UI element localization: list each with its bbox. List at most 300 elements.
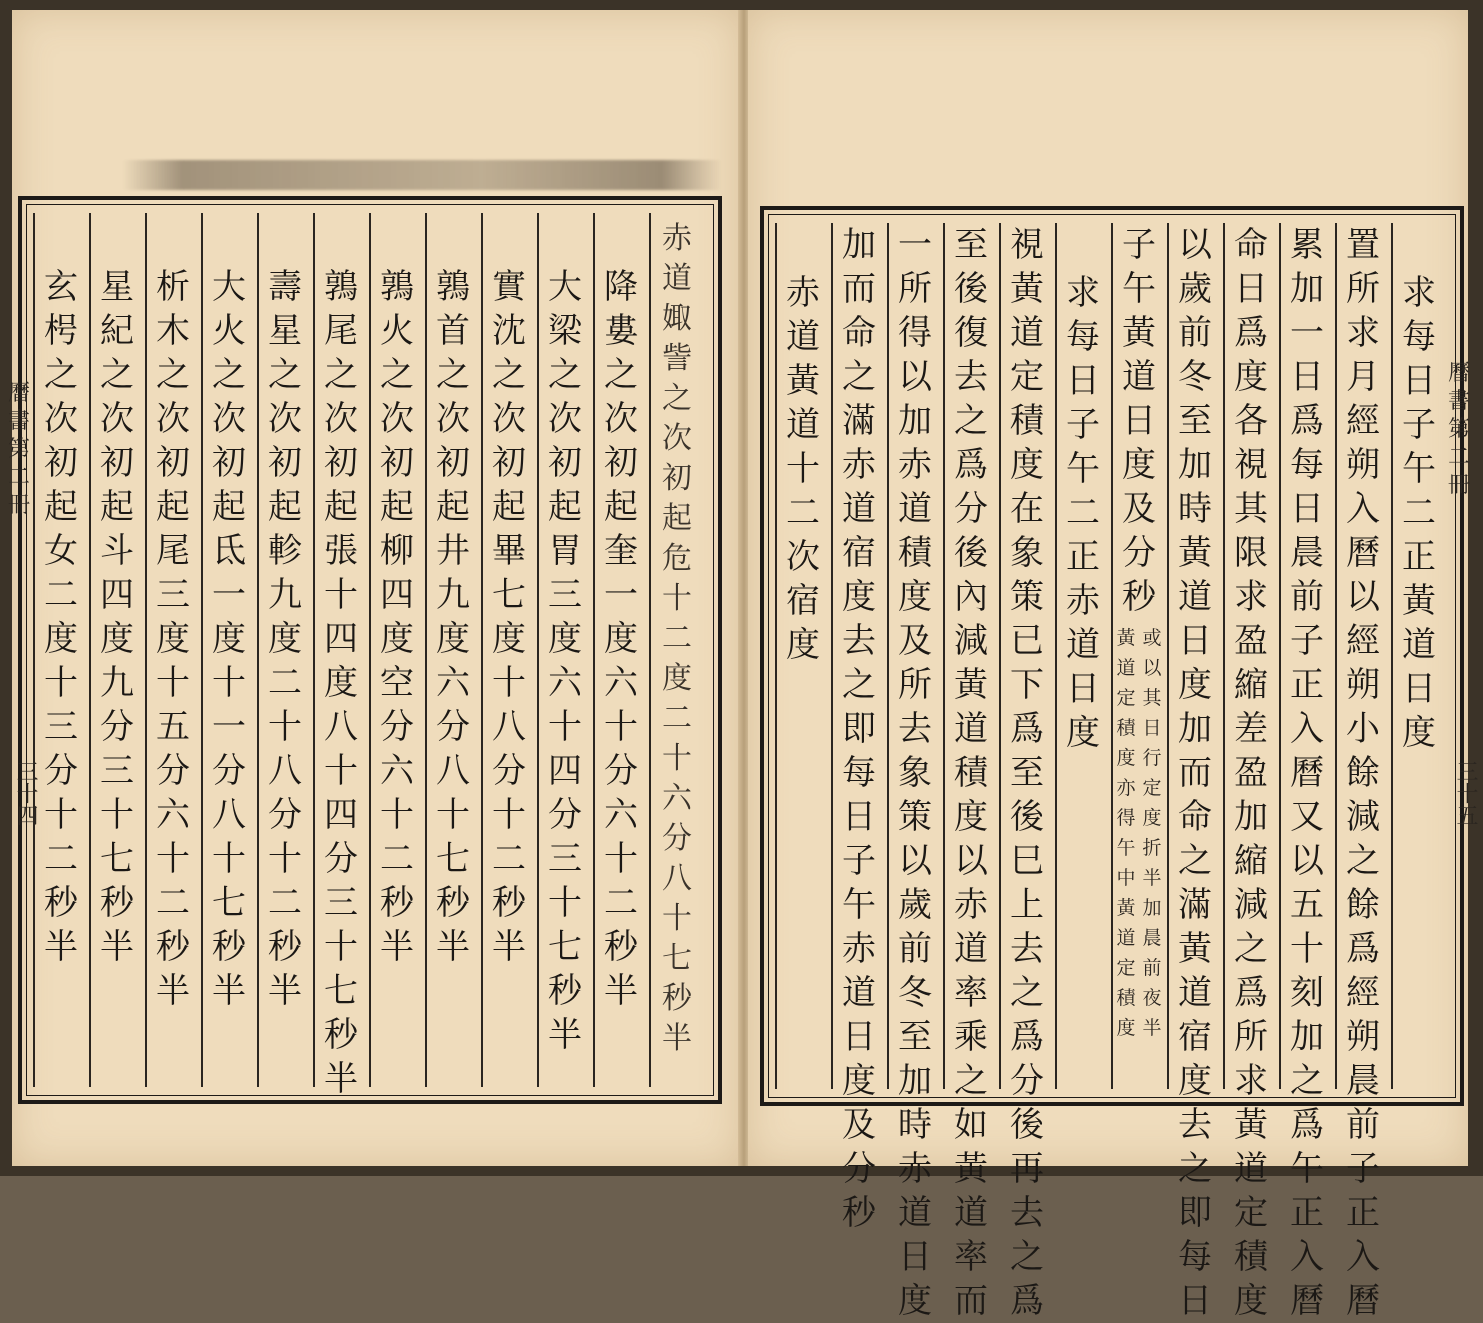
- glyph: 秒: [842, 1193, 876, 1233]
- glyph: 度: [100, 619, 134, 659]
- glyph: 之: [324, 355, 358, 395]
- glyph: 盈: [1234, 621, 1268, 661]
- glyph: 減: [954, 621, 988, 661]
- glyph: 分: [212, 751, 246, 791]
- glyph: 爲: [1346, 929, 1380, 969]
- glyph: 前: [1346, 1105, 1380, 1145]
- glyph: 去: [842, 621, 876, 661]
- glyph: 四: [324, 795, 358, 835]
- glyph: 十: [44, 663, 78, 703]
- glyph: 日: [1402, 669, 1436, 709]
- glyph: 度: [898, 1281, 932, 1321]
- glyph: 八: [662, 861, 692, 896]
- glyph: 起: [380, 487, 414, 527]
- glyph: 日: [1178, 1281, 1212, 1321]
- glyph: 一: [212, 707, 246, 747]
- note-glyph: 定: [1142, 777, 1162, 799]
- glyph: 十: [492, 795, 526, 835]
- column-rule: [1279, 223, 1281, 1089]
- glyph: 尾: [156, 531, 190, 571]
- glyph: 各: [1234, 401, 1268, 441]
- glyph: 次: [212, 399, 246, 439]
- glyph: 率: [954, 1237, 988, 1277]
- glyph: 度: [212, 619, 246, 659]
- glyph: 次: [662, 421, 692, 456]
- glyph: 六: [548, 663, 582, 703]
- glyph: 累: [1290, 225, 1324, 265]
- glyph: 三: [548, 575, 582, 615]
- glyph: 黃: [1122, 313, 1156, 353]
- glyph: 秒: [268, 927, 302, 967]
- left-fold-label: [8, 380, 30, 520]
- glyph: 再: [1010, 1149, 1044, 1189]
- glyph: 初: [44, 443, 78, 483]
- glyph: 起: [436, 487, 470, 527]
- column-rule: [943, 223, 945, 1089]
- glyph: 秒: [100, 883, 134, 923]
- glyph: 之: [1010, 973, 1044, 1013]
- glyph: 赤: [898, 1149, 932, 1189]
- glyph: 秒: [44, 883, 78, 923]
- glyph: 起: [44, 487, 78, 527]
- glyph: 起: [492, 487, 526, 527]
- glyph: 十: [44, 795, 78, 835]
- glyph: 次: [268, 399, 302, 439]
- glyph: 次: [44, 399, 78, 439]
- glyph: 十: [786, 449, 820, 489]
- glyph: 之: [548, 355, 582, 395]
- glyph: 實: [492, 267, 526, 307]
- glyph: 初: [380, 443, 414, 483]
- glyph: 十: [604, 707, 638, 747]
- glyph: 朔: [1346, 445, 1380, 485]
- glyph: 紀: [100, 311, 134, 351]
- glyph: 已: [1010, 621, 1044, 661]
- glyph: 半: [604, 971, 638, 1011]
- glyph: 度: [662, 661, 692, 696]
- note-glyph: 其: [1142, 687, 1162, 709]
- fold-glyph: 第: [1448, 417, 1471, 442]
- glyph: 八: [212, 795, 246, 835]
- glyph: 起: [156, 487, 190, 527]
- glyph: 宿: [842, 533, 876, 573]
- glyph: 起: [604, 487, 638, 527]
- text-column: [832, 223, 886, 1235]
- glyph: 度: [492, 619, 526, 659]
- glyph: 沈: [492, 311, 526, 351]
- glyph: 之: [212, 355, 246, 395]
- glyph: 秒: [1122, 577, 1156, 617]
- glyph: 晨: [1290, 533, 1324, 573]
- glyph: 及: [842, 1105, 876, 1145]
- glyph: 之: [1234, 929, 1268, 969]
- note-glyph: 行: [1142, 747, 1162, 769]
- glyph: 入: [1346, 489, 1380, 529]
- glyph: 至: [898, 1017, 932, 1057]
- fold-glyph: 曆: [1448, 361, 1471, 386]
- glyph: 六: [662, 781, 692, 816]
- glyph: 分: [662, 821, 692, 856]
- note-glyph: 度: [1142, 807, 1162, 829]
- glyph: 冬: [898, 973, 932, 1013]
- glyph: 經: [1346, 401, 1380, 441]
- glyph: 去: [1178, 1105, 1212, 1145]
- glyph: 初: [548, 443, 582, 483]
- glyph: 去: [898, 709, 932, 749]
- glyph: 之: [44, 355, 78, 395]
- glyph: 柳: [380, 531, 414, 571]
- glyph: 女: [44, 531, 78, 571]
- glyph: 道: [786, 317, 820, 357]
- glyph: 十: [492, 663, 526, 703]
- glyph: 七: [100, 839, 134, 879]
- glyph: 道: [842, 489, 876, 529]
- text-column: [1168, 223, 1222, 1323]
- text-column: [1392, 271, 1446, 755]
- table-column: [594, 265, 648, 1013]
- glyph: 半: [212, 971, 246, 1011]
- glyph: 子: [1066, 405, 1100, 445]
- glyph: 初: [492, 443, 526, 483]
- glyph: 六: [604, 795, 638, 835]
- glyph: 分: [548, 795, 582, 835]
- glyph: 秒: [604, 927, 638, 967]
- glyph: 赤: [898, 445, 932, 485]
- glyph: 之: [492, 355, 526, 395]
- glyph: 半: [100, 927, 134, 967]
- glyph: 二: [44, 575, 78, 615]
- glyph: 後: [954, 269, 988, 309]
- glyph: 九: [100, 663, 134, 703]
- glyph: 至: [1178, 401, 1212, 441]
- glyph: 後: [1010, 1105, 1044, 1145]
- glyph: 度: [1234, 357, 1268, 397]
- glyph: 六: [436, 663, 470, 703]
- bleed-through-band: [122, 160, 722, 190]
- glyph: 冬: [1178, 357, 1212, 397]
- glyph: 井: [436, 531, 470, 571]
- glyph: 大: [212, 267, 246, 307]
- note-glyph: 積: [1116, 987, 1136, 1009]
- left-page-number: 三十四: [13, 760, 38, 826]
- note-glyph: 半: [1142, 867, 1162, 889]
- glyph: 宿: [786, 581, 820, 621]
- glyph: 鶉: [436, 267, 470, 307]
- column-rule: [257, 213, 259, 1087]
- glyph: 十: [100, 795, 134, 835]
- glyph: 道: [1066, 625, 1100, 665]
- glyph: 道: [954, 709, 988, 749]
- glyph: 之: [954, 401, 988, 441]
- text-column: [1112, 223, 1166, 1043]
- glyph: 減: [1346, 797, 1380, 837]
- glyph: 赤: [842, 929, 876, 969]
- glyph: 析: [156, 267, 190, 307]
- glyph: 二: [604, 883, 638, 923]
- glyph: 八: [268, 751, 302, 791]
- column-rule: [425, 213, 427, 1087]
- glyph: 十: [380, 795, 414, 835]
- column-rule: [1335, 223, 1337, 1089]
- glyph: 差: [1234, 709, 1268, 749]
- table-column: [34, 265, 88, 969]
- glyph: 度: [1178, 1061, 1212, 1101]
- glyph: 起: [324, 487, 358, 527]
- glyph: 氐: [212, 531, 246, 571]
- glyph: 求: [1234, 1061, 1268, 1101]
- glyph: 度: [44, 619, 78, 659]
- glyph: 度: [268, 619, 302, 659]
- glyph: 度: [842, 1061, 876, 1101]
- glyph: 黃: [954, 665, 988, 705]
- glyph: 十: [324, 927, 358, 967]
- glyph: 之: [662, 381, 692, 416]
- glyph: 次: [100, 399, 134, 439]
- table-column: [482, 265, 536, 969]
- glyph: 四: [324, 619, 358, 659]
- glyph: 視: [1010, 225, 1044, 265]
- column-rule: [369, 213, 371, 1087]
- glyph: 道: [954, 929, 988, 969]
- glyph: 七: [436, 839, 470, 879]
- glyph: 度: [324, 663, 358, 703]
- glyph: 朔: [1346, 665, 1380, 705]
- note-glyph: 加: [1142, 897, 1162, 919]
- fold-glyph: 書: [8, 409, 31, 434]
- glyph: 張: [324, 531, 358, 571]
- glyph: 一: [604, 575, 638, 615]
- glyph: 爲: [1234, 313, 1268, 353]
- column-rule: [1223, 223, 1225, 1089]
- glyph: 刻: [1290, 973, 1324, 1013]
- glyph: 每: [1290, 445, 1324, 485]
- glyph: 初: [212, 443, 246, 483]
- glyph: 入: [1290, 1237, 1324, 1277]
- glyph: 七: [492, 575, 526, 615]
- glyph: 度: [380, 619, 414, 659]
- glyph: 次: [786, 537, 820, 577]
- glyph: 之: [1178, 1149, 1212, 1189]
- glyph: 三: [100, 751, 134, 791]
- glyph: 命: [1234, 225, 1268, 265]
- glyph: 道: [1178, 577, 1212, 617]
- glyph: 下: [1010, 665, 1044, 705]
- glyph: 而: [842, 269, 876, 309]
- glyph: 度: [1066, 713, 1100, 753]
- glyph: 分: [604, 751, 638, 791]
- fold-glyph: 二: [1448, 445, 1471, 470]
- table-heading-column: [650, 219, 704, 1059]
- glyph: 道: [954, 1193, 988, 1233]
- right-fold-label: [1448, 360, 1470, 500]
- glyph: 道: [1178, 973, 1212, 1013]
- glyph: 降: [604, 267, 638, 307]
- glyph: 以: [1346, 577, 1380, 617]
- glyph: 尾: [324, 311, 358, 351]
- glyph: 四: [548, 751, 582, 791]
- glyph: 十: [1290, 929, 1324, 969]
- column-rule: [593, 213, 595, 1087]
- glyph: 五: [1290, 885, 1324, 925]
- right-text-block: [768, 214, 1456, 1321]
- glyph: 日: [1234, 269, 1268, 309]
- glyph: 置: [1346, 225, 1380, 265]
- glyph: 分: [44, 751, 78, 791]
- glyph: 一: [1290, 313, 1324, 353]
- glyph: 日: [1122, 401, 1156, 441]
- glyph: 積: [1234, 1237, 1268, 1277]
- glyph: 五: [156, 707, 190, 747]
- glyph: 度: [436, 619, 470, 659]
- glyph: 十: [212, 663, 246, 703]
- glyph: 之: [604, 355, 638, 395]
- glyph: 赤: [662, 221, 692, 256]
- glyph: 秒: [492, 883, 526, 923]
- glyph: 初: [156, 443, 190, 483]
- glyph: 三: [156, 575, 190, 615]
- note-glyph: 定: [1116, 957, 1136, 979]
- glyph: 度: [1234, 1281, 1268, 1321]
- glyph: 前: [898, 929, 932, 969]
- note-glyph: 道: [1116, 657, 1136, 679]
- glyph: 畢: [492, 531, 526, 571]
- glyph: 去: [1010, 929, 1044, 969]
- text-column: [1000, 223, 1054, 1323]
- glyph: 縮: [1234, 841, 1268, 881]
- glyph: 之: [842, 357, 876, 397]
- glyph: 八: [492, 707, 526, 747]
- glyph: 在: [1010, 489, 1044, 529]
- glyph: 正: [1290, 665, 1324, 705]
- column-rule: [999, 223, 1001, 1089]
- glyph: 奎: [604, 531, 638, 571]
- glyph: 時: [898, 1105, 932, 1145]
- table-column: [202, 265, 256, 1013]
- table-column: [258, 265, 312, 1013]
- glyph: 加: [1234, 797, 1268, 837]
- glyph: 半: [44, 927, 78, 967]
- glyph: 又: [1290, 797, 1324, 837]
- note-glyph: 或: [1142, 627, 1162, 649]
- glyph: 七: [212, 883, 246, 923]
- glyph: 正: [1066, 537, 1100, 577]
- glyph: 十: [662, 901, 692, 936]
- glyph: 婁: [604, 311, 638, 351]
- glyph: 十: [324, 575, 358, 615]
- glyph: 黃: [1234, 1105, 1268, 1145]
- glyph: 鶉: [380, 267, 414, 307]
- glyph: 九: [268, 575, 302, 615]
- glyph: 後: [1010, 797, 1044, 837]
- right-page-number: 三十五: [1453, 760, 1478, 826]
- glyph: 日: [1402, 361, 1436, 401]
- glyph: 盈: [1234, 753, 1268, 793]
- note-glyph: 午: [1116, 837, 1136, 859]
- glyph: 子: [1122, 225, 1156, 265]
- glyph: 爲: [1010, 1017, 1044, 1057]
- glyph: 秒: [548, 971, 582, 1011]
- glyph: 度: [1122, 445, 1156, 485]
- glyph: 一: [212, 575, 246, 615]
- glyph: 赤: [786, 273, 820, 313]
- glyph: 六: [380, 751, 414, 791]
- glyph: 次: [492, 399, 526, 439]
- glyph: 玄: [44, 267, 78, 307]
- note-glyph: 以: [1142, 657, 1162, 679]
- glyph: 起: [268, 487, 302, 527]
- glyph: 軫: [268, 531, 302, 571]
- glyph: 七: [324, 971, 358, 1011]
- note-glyph: 積: [1116, 717, 1136, 739]
- glyph: 曆: [1290, 753, 1324, 793]
- note-glyph: 黃: [1116, 627, 1136, 649]
- glyph: 度: [1178, 665, 1212, 705]
- glyph: 晨: [1346, 1061, 1380, 1101]
- glyph: 曆: [1290, 1281, 1324, 1321]
- glyph: 加: [1178, 709, 1212, 749]
- glyph: 之: [268, 355, 302, 395]
- glyph: 及: [1122, 489, 1156, 529]
- note-glyph: 度: [1116, 747, 1136, 769]
- glyph: 經: [1346, 973, 1380, 1013]
- glyph: 至: [1010, 753, 1044, 793]
- glyph: 求: [1234, 577, 1268, 617]
- glyph: 每: [1178, 1237, 1212, 1277]
- glyph: 三: [44, 707, 78, 747]
- text-column: [1336, 223, 1390, 1323]
- glyph: 次: [380, 399, 414, 439]
- glyph: 二: [380, 839, 414, 879]
- interlinear-note: [1115, 623, 1163, 1043]
- glyph: 時: [1178, 489, 1212, 529]
- glyph: 黃: [1010, 269, 1044, 309]
- glyph: 起: [662, 501, 692, 536]
- glyph: 訾: [662, 341, 692, 376]
- glyph: 度: [842, 577, 876, 617]
- fold-glyph: 冊: [8, 493, 31, 518]
- glyph: 歲: [1178, 269, 1212, 309]
- note-glyph: 得: [1116, 807, 1136, 829]
- glyph: 曆: [1346, 1281, 1380, 1321]
- main-text: [1117, 223, 1161, 619]
- glyph: 道: [786, 405, 820, 445]
- glyph: 歲: [898, 885, 932, 925]
- glyph: 度: [156, 619, 190, 659]
- glyph: 日: [1066, 361, 1100, 401]
- note-glyph: 度: [1116, 1017, 1136, 1039]
- glyph: 午: [1066, 449, 1100, 489]
- glyph: 十: [662, 581, 692, 616]
- glyph: 十: [604, 839, 638, 879]
- glyph: 火: [380, 311, 414, 351]
- glyph: 十: [324, 751, 358, 791]
- note-glyph: 黃: [1116, 897, 1136, 919]
- glyph: 初: [268, 443, 302, 483]
- glyph: 二: [156, 883, 190, 923]
- glyph: 之: [156, 355, 190, 395]
- glyph: 所: [898, 665, 932, 705]
- glyph: 視: [1234, 445, 1268, 485]
- note-glyph: 晨: [1142, 927, 1162, 949]
- glyph: 至: [954, 225, 988, 265]
- glyph: 爲: [1290, 401, 1324, 441]
- glyph: 即: [1178, 1193, 1212, 1233]
- glyph: 二: [268, 883, 302, 923]
- glyph: 道: [662, 261, 692, 296]
- glyph: 內: [954, 577, 988, 617]
- note-glyph: 夜: [1142, 987, 1162, 1009]
- glyph: 半: [662, 1021, 692, 1056]
